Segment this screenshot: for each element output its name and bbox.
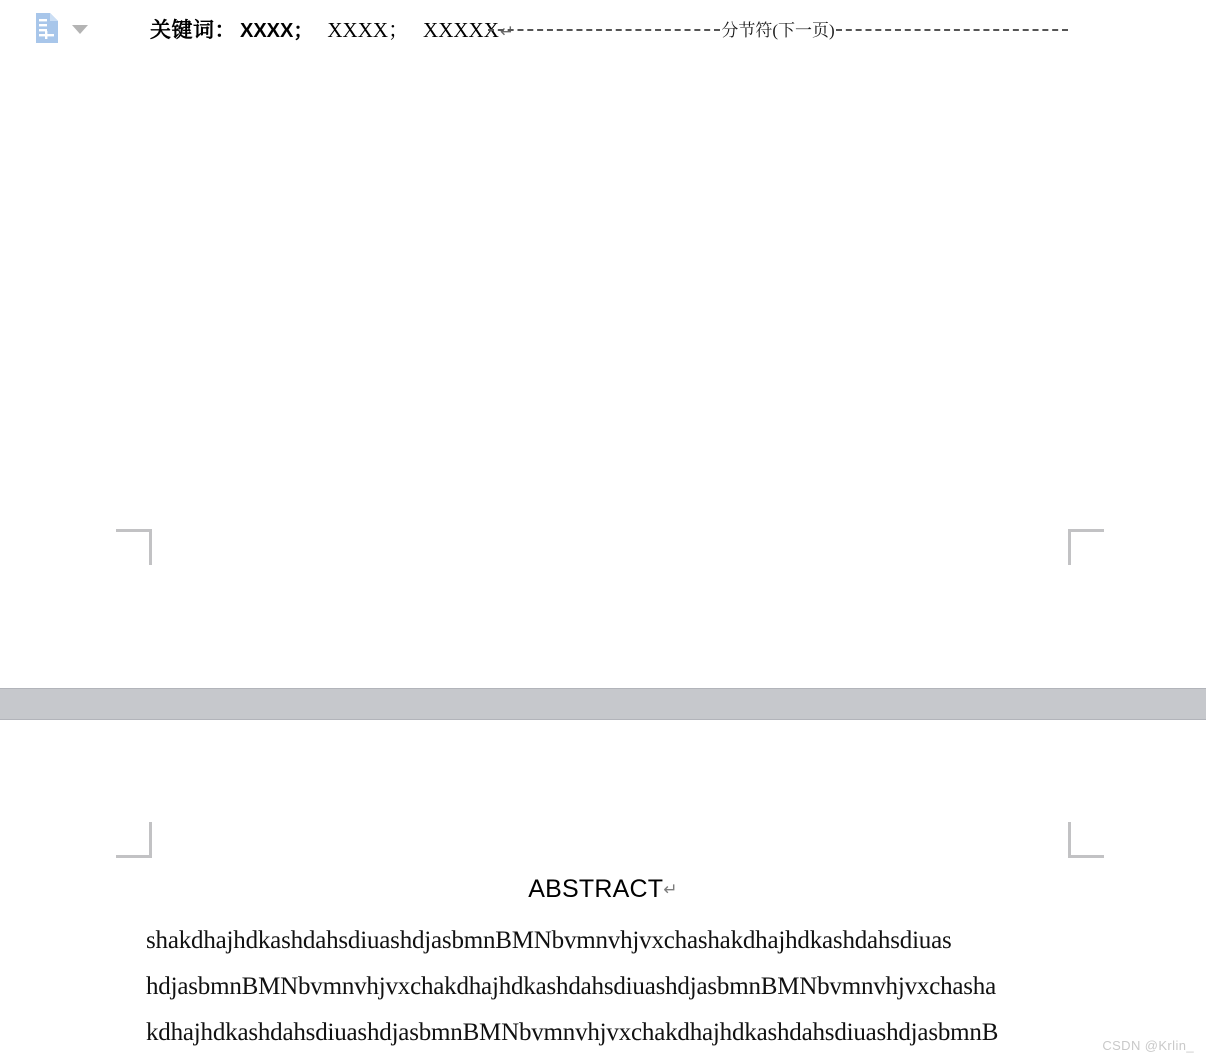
paste-options-chip[interactable] [34, 12, 88, 44]
page-separator-band [0, 688, 1206, 720]
abstract-heading-text: ABSTRACT [528, 875, 664, 903]
abstract-heading [0, 875, 1206, 904]
csdn-watermark: CSDN @Krlin_ [1102, 1038, 1194, 1053]
abstract-line: hdjasbmnBMNbvmnvhjvxchakdhajhdkashdahsdiuashdjasbmnBMNbvmnvhjvxchasha [146, 973, 997, 1000]
keyword-term-two: XXXX； [327, 18, 410, 42]
margin-mark-page-two-left [116, 822, 152, 858]
abstract-line: kdhajhdkashdahsdiuashdjasbmnBMNbvmnvhjvxchakdhajhdkashdahsdiuashdjasbmnB [146, 1019, 999, 1046]
abstract-body [146, 918, 1066, 1056]
paragraph-mark-icon: ↵ [499, 22, 515, 41]
keyword-term-three: XXXXX [423, 18, 499, 42]
abstract-line: shakdhajhdkashdahsdiuashdjasbmnBMNbvmnvhjvxchashakdhajhdkashdahsdiuas [146, 927, 952, 954]
document-paste-options-icon[interactable] [34, 12, 60, 44]
document-page-two [0, 720, 1206, 1060]
paragraph-mark-icon: ↵ [663, 880, 678, 899]
section-break-rule-left [488, 29, 720, 31]
section-break-rule-right [836, 29, 1068, 31]
margin-mark-page-two-right [1068, 822, 1104, 858]
keywords-label: 关键词： [150, 19, 236, 42]
section-break-marker [488, 17, 1068, 43]
keywords-paragraph [150, 14, 514, 44]
margin-mark-page-one-left [116, 529, 152, 565]
keyword-term-one: XXXX； [240, 20, 314, 42]
chevron-down-icon[interactable] [72, 25, 88, 34]
margin-mark-page-one-right [1068, 529, 1104, 565]
section-break-label: 分节符(下一页) [721, 20, 835, 40]
